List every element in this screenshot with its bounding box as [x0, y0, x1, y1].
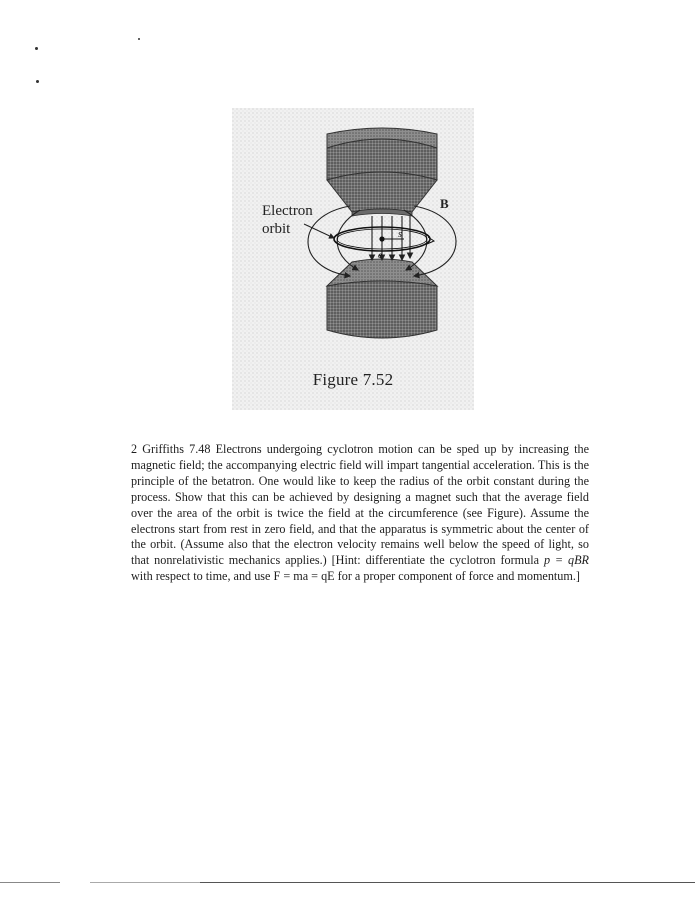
scan-speck	[36, 80, 39, 83]
orbit-radius-label: s	[398, 229, 402, 240]
scan-speck	[138, 38, 140, 40]
lower-pole-piece	[327, 259, 437, 338]
problem-text-end: with respect to time, and use F = ma = qE for a proper component of force and momentum.]	[131, 569, 580, 584]
figure-caption: Figure 7.52	[312, 370, 394, 389]
electron-label: Electron	[262, 203, 313, 219]
electron-charge-label: e	[378, 250, 382, 260]
cyclotron-formula: p = qBR	[543, 553, 589, 568]
figure-drawing	[232, 108, 474, 410]
problem-text: Electrons undergoing cyclotron motion can be sped up by increasing the magnetic field; the accompanying electric field will impart tangential acceleration. This is the principle of the betatron. One would like to keep the radius of the orbit constant during the process. Show that this can be achieved by designing a magnet such that the average field over the area of the orbit is twice the field at the circumference (see Figure). Assume the electrons start from rest in zero field, and that the apparatus is symmetric about the center of the orbit. (Assume also that the electron velocity remains well below the speed of light, so that nonrelativistic mechanics applies.) [Hint: differentiate the cyclotron formula	[131, 442, 589, 568]
scan-speck	[35, 47, 38, 50]
problem-number: 2	[131, 442, 138, 456]
problem-source: Griffiths 7.48	[142, 442, 211, 456]
field-b-label: B	[440, 196, 449, 211]
problem-statement	[131, 442, 589, 585]
betatron-figure	[232, 108, 474, 410]
footer-rule	[0, 882, 695, 883]
orbit-label: orbit	[262, 221, 291, 237]
